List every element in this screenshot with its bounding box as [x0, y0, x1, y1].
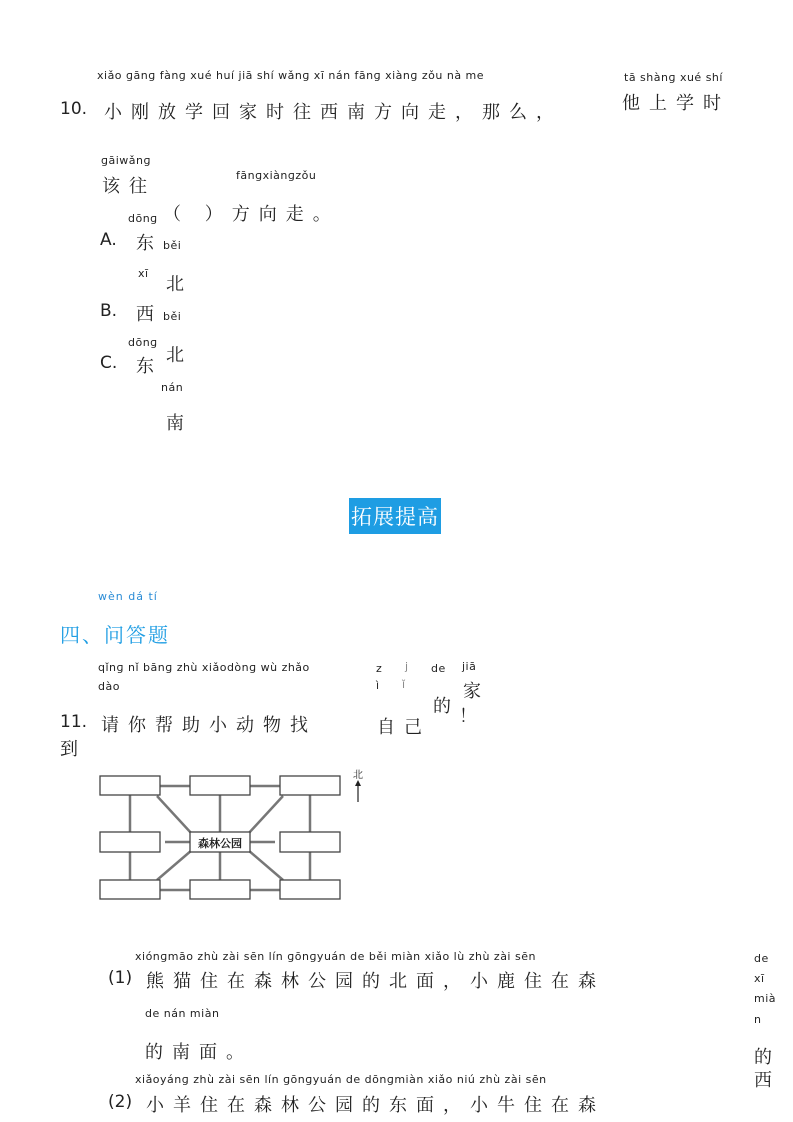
option-b-char-1: 西 — [136, 304, 163, 325]
sub1-side-text-2: 西 — [754, 1070, 781, 1091]
q11-number: 11. — [60, 712, 88, 732]
option-b-char-2: 北 — [166, 345, 193, 366]
q10-line2-text-b: （ ）方向走。 — [163, 204, 340, 225]
map-box-northwest — [100, 776, 160, 795]
option-c-char-1: 东 — [136, 356, 163, 377]
q10-number: 10. — [60, 99, 88, 119]
option-b-label[interactable]: B. — [100, 301, 118, 321]
sub2-text: 小羊住在森林公园的东面，小牛住在森 — [146, 1095, 605, 1116]
option-c-label[interactable]: C. — [100, 353, 118, 373]
sub1-side-pinyin-2: xī — [754, 972, 765, 985]
sub1-side-pinyin-3: mià — [754, 992, 777, 1005]
section4-title: 四、问答题 — [60, 623, 170, 647]
q11-de-pinyin: de — [431, 662, 446, 675]
q11-ziji-py-1: z — [376, 662, 383, 675]
q11-de-text: 的 — [433, 696, 460, 717]
q11-text: 请你帮助小动物找 — [101, 715, 317, 736]
sub1-side-pinyin-1: de — [754, 952, 769, 965]
option-a-char-1: 东 — [136, 233, 163, 254]
q10-line2-pinyin-b: fānɡxiànɡzǒu — [236, 169, 317, 182]
q11-ziji-py-4: ǐ — [402, 678, 406, 691]
sub1-text-2: 的南面。 — [145, 1042, 253, 1063]
sub1-side-pinyin-4: n — [754, 1013, 762, 1026]
sub1-text: 熊猫住在森林公园的北面，小鹿住在森 — [146, 971, 605, 992]
map-box-southeast — [280, 880, 340, 899]
map-box-east — [280, 832, 340, 852]
north-arrow-icon — [355, 780, 361, 802]
sub1-pinyin: xiónɡmāo zhù zài sēn lín ɡōnɡyuán de běi miàn xiǎo lù zhù zài sēn — [135, 950, 536, 963]
option-b-pinyin-2: běi — [163, 310, 182, 323]
q11-jia-text: 家 — [463, 681, 490, 702]
option-c-pinyin-1: dōnɡ — [128, 336, 158, 349]
sub2-label: (2) — [108, 1092, 133, 1112]
option-a-char-2: 北 — [166, 274, 193, 295]
q10-line2-text-a: 该往 — [102, 176, 156, 197]
section4-pinyin: wèn dá tí — [98, 590, 158, 603]
map-box-northeast — [280, 776, 340, 795]
option-a-pinyin-2: běi — [163, 239, 182, 252]
section-banner: 拓展提高 — [349, 498, 441, 534]
q11-ziji-py-2: ì — [376, 679, 380, 692]
sub1-side-text-1: 的 — [754, 1047, 781, 1068]
q10-line2-pinyin-a: ɡāiwǎnɡ — [101, 154, 151, 167]
q11-ziji-text: 自己 — [377, 717, 431, 738]
option-c-char-2: 南 — [166, 413, 193, 434]
sub1-label: (1) — [108, 968, 133, 988]
q10-line1-text: 小刚放学回家时往西南方向走，那么， — [104, 102, 563, 123]
q11-pinyin: qǐnɡ nǐ bānɡ zhù xiǎodònɡ wù zhǎo — [98, 661, 310, 674]
q11-pinyin-2: dào — [98, 680, 120, 693]
map-box-southwest — [100, 880, 160, 899]
option-c-pinyin-2: nán — [161, 381, 184, 394]
q10-line1-pinyin: xiǎo ɡānɡ fànɡ xué huí jiā shí wǎnɡ xī nán fānɡ xiànɡ zǒu nà me — [97, 69, 485, 82]
map-box-south — [190, 880, 250, 899]
forest-park-map — [95, 766, 375, 906]
north-label: 北 — [353, 770, 363, 781]
option-a-pinyin-1: dōnɡ — [128, 212, 158, 225]
q11-text-2: 到 — [60, 739, 87, 760]
option-b-pinyin-1: xī — [138, 267, 149, 280]
q11-ziji-py-3: j — [405, 660, 409, 673]
map-center-label: 森林公园 — [198, 837, 242, 850]
q11-exclamation: ！ — [459, 706, 486, 727]
option-a-label[interactable]: A. — [100, 230, 117, 250]
q10-line1-tail-text: 他上学时 — [622, 93, 730, 114]
sub1-pinyin-2: de nán miàn — [145, 1007, 220, 1020]
q10-line1-tail-pinyin: tā shànɡ xué shí — [624, 71, 723, 84]
sub2-pinyin: xiǎoyánɡ zhù zài sēn lín ɡōnɡyuán de dōnɡmiàn xiǎo niú zhù zài sēn — [135, 1073, 547, 1086]
q11-jia-pinyin: jiā — [462, 660, 477, 673]
map-box-north — [190, 776, 250, 795]
map-box-west — [100, 832, 160, 852]
